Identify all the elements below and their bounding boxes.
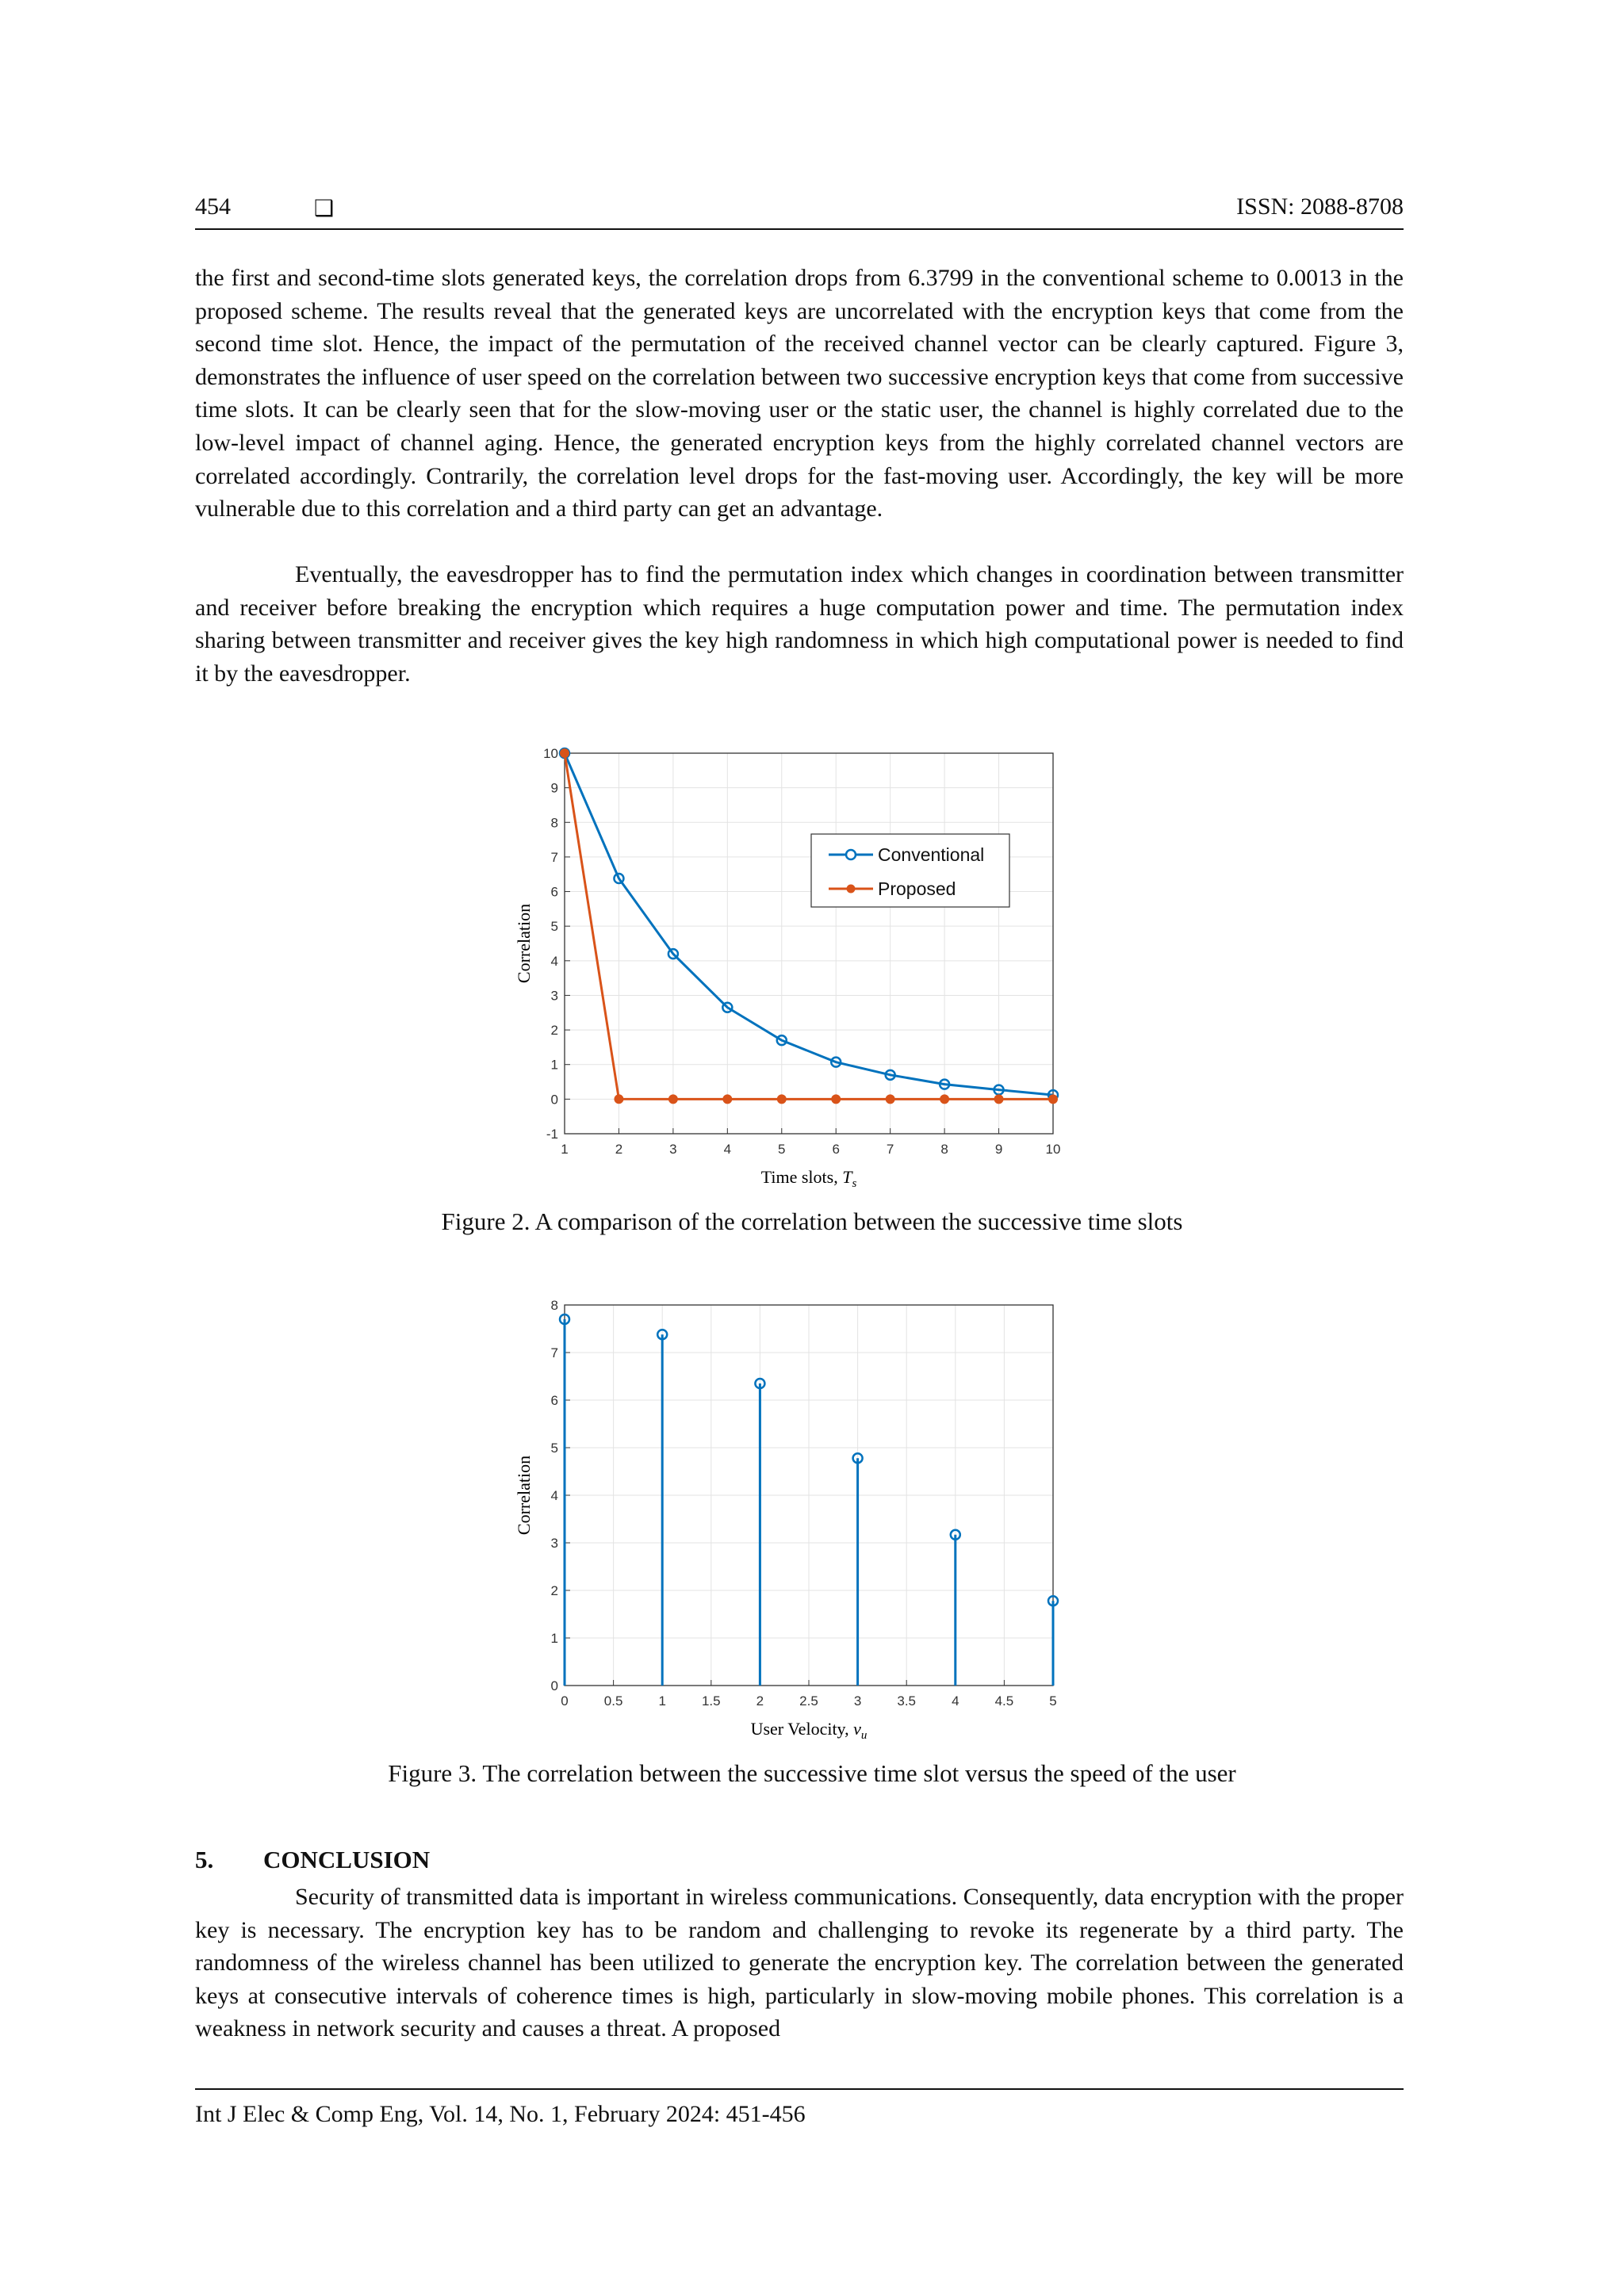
legend-marker-proposed bbox=[847, 885, 856, 894]
x-tick-label: 1 bbox=[561, 1142, 569, 1157]
y-tick-label: 1 bbox=[550, 1057, 558, 1073]
y-tick-label: 6 bbox=[550, 1393, 558, 1408]
data-point-proposed bbox=[994, 1095, 1003, 1104]
section-number: 5. bbox=[195, 1846, 214, 1873]
y-tick-label: 5 bbox=[550, 1441, 558, 1456]
x-tick-label: 5 bbox=[778, 1142, 786, 1157]
x-tick-label: 2.5 bbox=[799, 1693, 818, 1709]
x-tick-label: 5 bbox=[1049, 1693, 1057, 1709]
y-tick-label: 10 bbox=[543, 746, 558, 761]
x-tick-label: 4 bbox=[723, 1142, 732, 1157]
x-tick-label: 3.5 bbox=[897, 1693, 917, 1709]
figure-3-caption: Figure 3. The correlation between the successive time slot versus the speed of the user bbox=[388, 1759, 1236, 1787]
y-tick-label: 1 bbox=[550, 1631, 558, 1646]
x-tick-label: 4.5 bbox=[994, 1693, 1014, 1709]
legend-label-proposed: Proposed bbox=[878, 878, 956, 899]
data-point-proposed bbox=[723, 1095, 732, 1104]
x-tick-label: 0 bbox=[561, 1693, 569, 1709]
data-point-proposed bbox=[615, 1095, 623, 1104]
y-axis-label: Correlation bbox=[514, 1455, 534, 1536]
y-tick-label: 0 bbox=[550, 1092, 558, 1108]
page-number: 454 bbox=[195, 193, 231, 220]
x-tick-label: 3 bbox=[669, 1142, 677, 1157]
data-point-proposed bbox=[668, 1095, 677, 1104]
x-axis-label: User Velocity, $v_u$ bbox=[750, 1719, 868, 1742]
x-tick-label: 6 bbox=[832, 1142, 840, 1157]
y-tick-label: 4 bbox=[550, 953, 558, 969]
conclusion-paragraph: Security of transmitted data is important in wireless communications. Consequently, data encryption with the proper key is necessary. The encryption key has to be random and challenging to revoke its regenerate by a third party. The randomness of the wireless channel has been utilized to generate the encryption key. The correlation between the generated keys at consecutive intervals of coherence times is high, particularly in slow-moving mobile phones. This correlation is a weakness in network security and causes a threat. A proposed bbox=[195, 1884, 1404, 2042]
y-tick-label: 8 bbox=[550, 1298, 558, 1313]
data-point-proposed bbox=[832, 1095, 841, 1104]
y-tick-label: 9 bbox=[550, 780, 558, 796]
x-tick-label: 3 bbox=[853, 1693, 862, 1709]
y-axis-label: Correlation bbox=[514, 903, 534, 984]
body-paragraph-1: the first and second-time slots generated keys, the correlation drops from 6.3799 in the conventional scheme to 0.0013 in the proposed scheme. The results reveal that the generated keys are uncorrelated with the encryption keys that come from the second time slot. Hence, the impact of the permutation of the received channel vector can be clearly captured. Figure 3, demonstrates the influence of user speed on the correlation between two successive encryption keys that come from successive time slots. It can be clearly seen that for the slow-moving user or the static user, the channel is highly correlated due to the low-level impact of channel aging. Hence, the generated encryption keys from the highly correlated channel vectors are correlated accordingly. Contrarily, the correlation level drops for the fast-moving user. Accordingly, the key will be more vulnerable due to this correlation and a third party can get an advantage. bbox=[195, 265, 1404, 522]
figure-2-caption: Figure 2. A comparison of the correlation between the successive time slots bbox=[441, 1207, 1183, 1235]
y-tick-label: 3 bbox=[550, 1536, 558, 1551]
x-tick-label: 2 bbox=[756, 1693, 764, 1709]
y-tick-label: 4 bbox=[550, 1488, 558, 1503]
x-tick-label: 1.5 bbox=[701, 1693, 721, 1709]
running-footer bbox=[195, 2088, 1404, 2128]
figure-2-chart bbox=[500, 737, 1102, 1189]
data-point-proposed bbox=[561, 749, 569, 758]
running-header bbox=[195, 193, 1404, 230]
data-point-proposed bbox=[777, 1095, 786, 1104]
data-point-proposed bbox=[886, 1095, 894, 1104]
y-tick-label: 3 bbox=[550, 988, 558, 1004]
x-tick-label: 0.5 bbox=[603, 1693, 623, 1709]
y-tick-label: 8 bbox=[550, 815, 558, 831]
y-tick-label: 0 bbox=[550, 1678, 558, 1693]
y-tick-label: 6 bbox=[550, 884, 558, 900]
x-tick-label: 10 bbox=[1045, 1142, 1061, 1157]
y-tick-label: -1 bbox=[546, 1127, 558, 1142]
journal-citation: Int J Elec & Comp Eng, Vol. 14, No. 1, February 2024: 451-456 bbox=[195, 2101, 806, 2127]
data-point-proposed bbox=[1049, 1095, 1058, 1104]
x-tick-label: 9 bbox=[994, 1142, 1003, 1157]
legend-marker-conventional bbox=[846, 850, 856, 859]
section-title: CONCLUSION bbox=[263, 1846, 431, 1873]
x-axis-label: Time slots, $T_s$ bbox=[760, 1167, 857, 1189]
x-tick-label: 8 bbox=[940, 1142, 948, 1157]
x-tick-label: 2 bbox=[615, 1142, 623, 1157]
y-tick-label: 7 bbox=[550, 1345, 558, 1360]
data-point-proposed bbox=[940, 1095, 949, 1104]
square-icon: ❑ bbox=[314, 195, 335, 221]
issn: ISSN: 2088-8708 bbox=[1236, 193, 1404, 220]
y-tick-label: 7 bbox=[550, 849, 558, 865]
plot-frame bbox=[565, 753, 1053, 1134]
x-tick-label: 4 bbox=[952, 1693, 959, 1709]
legend-label-conventional: Conventional bbox=[878, 844, 985, 865]
y-tick-label: 2 bbox=[550, 1023, 558, 1039]
section-heading bbox=[195, 1846, 430, 1874]
series-line-conventional bbox=[565, 753, 1053, 1095]
x-tick-label: 1 bbox=[658, 1693, 666, 1709]
x-tick-label: 7 bbox=[886, 1142, 894, 1157]
body-paragraph-2: Eventually, the eavesdropper has to find the permutation index which changes in coordination between transmitter and receiver before breaking the encryption which requires a huge computation power and time. The permutation index sharing between transmitter and receiver gives the key high randomness in which high computational power is needed to find it by the eavesdropper. bbox=[195, 561, 1404, 687]
figure-3-chart bbox=[500, 1292, 1102, 1744]
y-tick-label: 5 bbox=[550, 919, 558, 935]
y-tick-label: 2 bbox=[550, 1583, 558, 1598]
